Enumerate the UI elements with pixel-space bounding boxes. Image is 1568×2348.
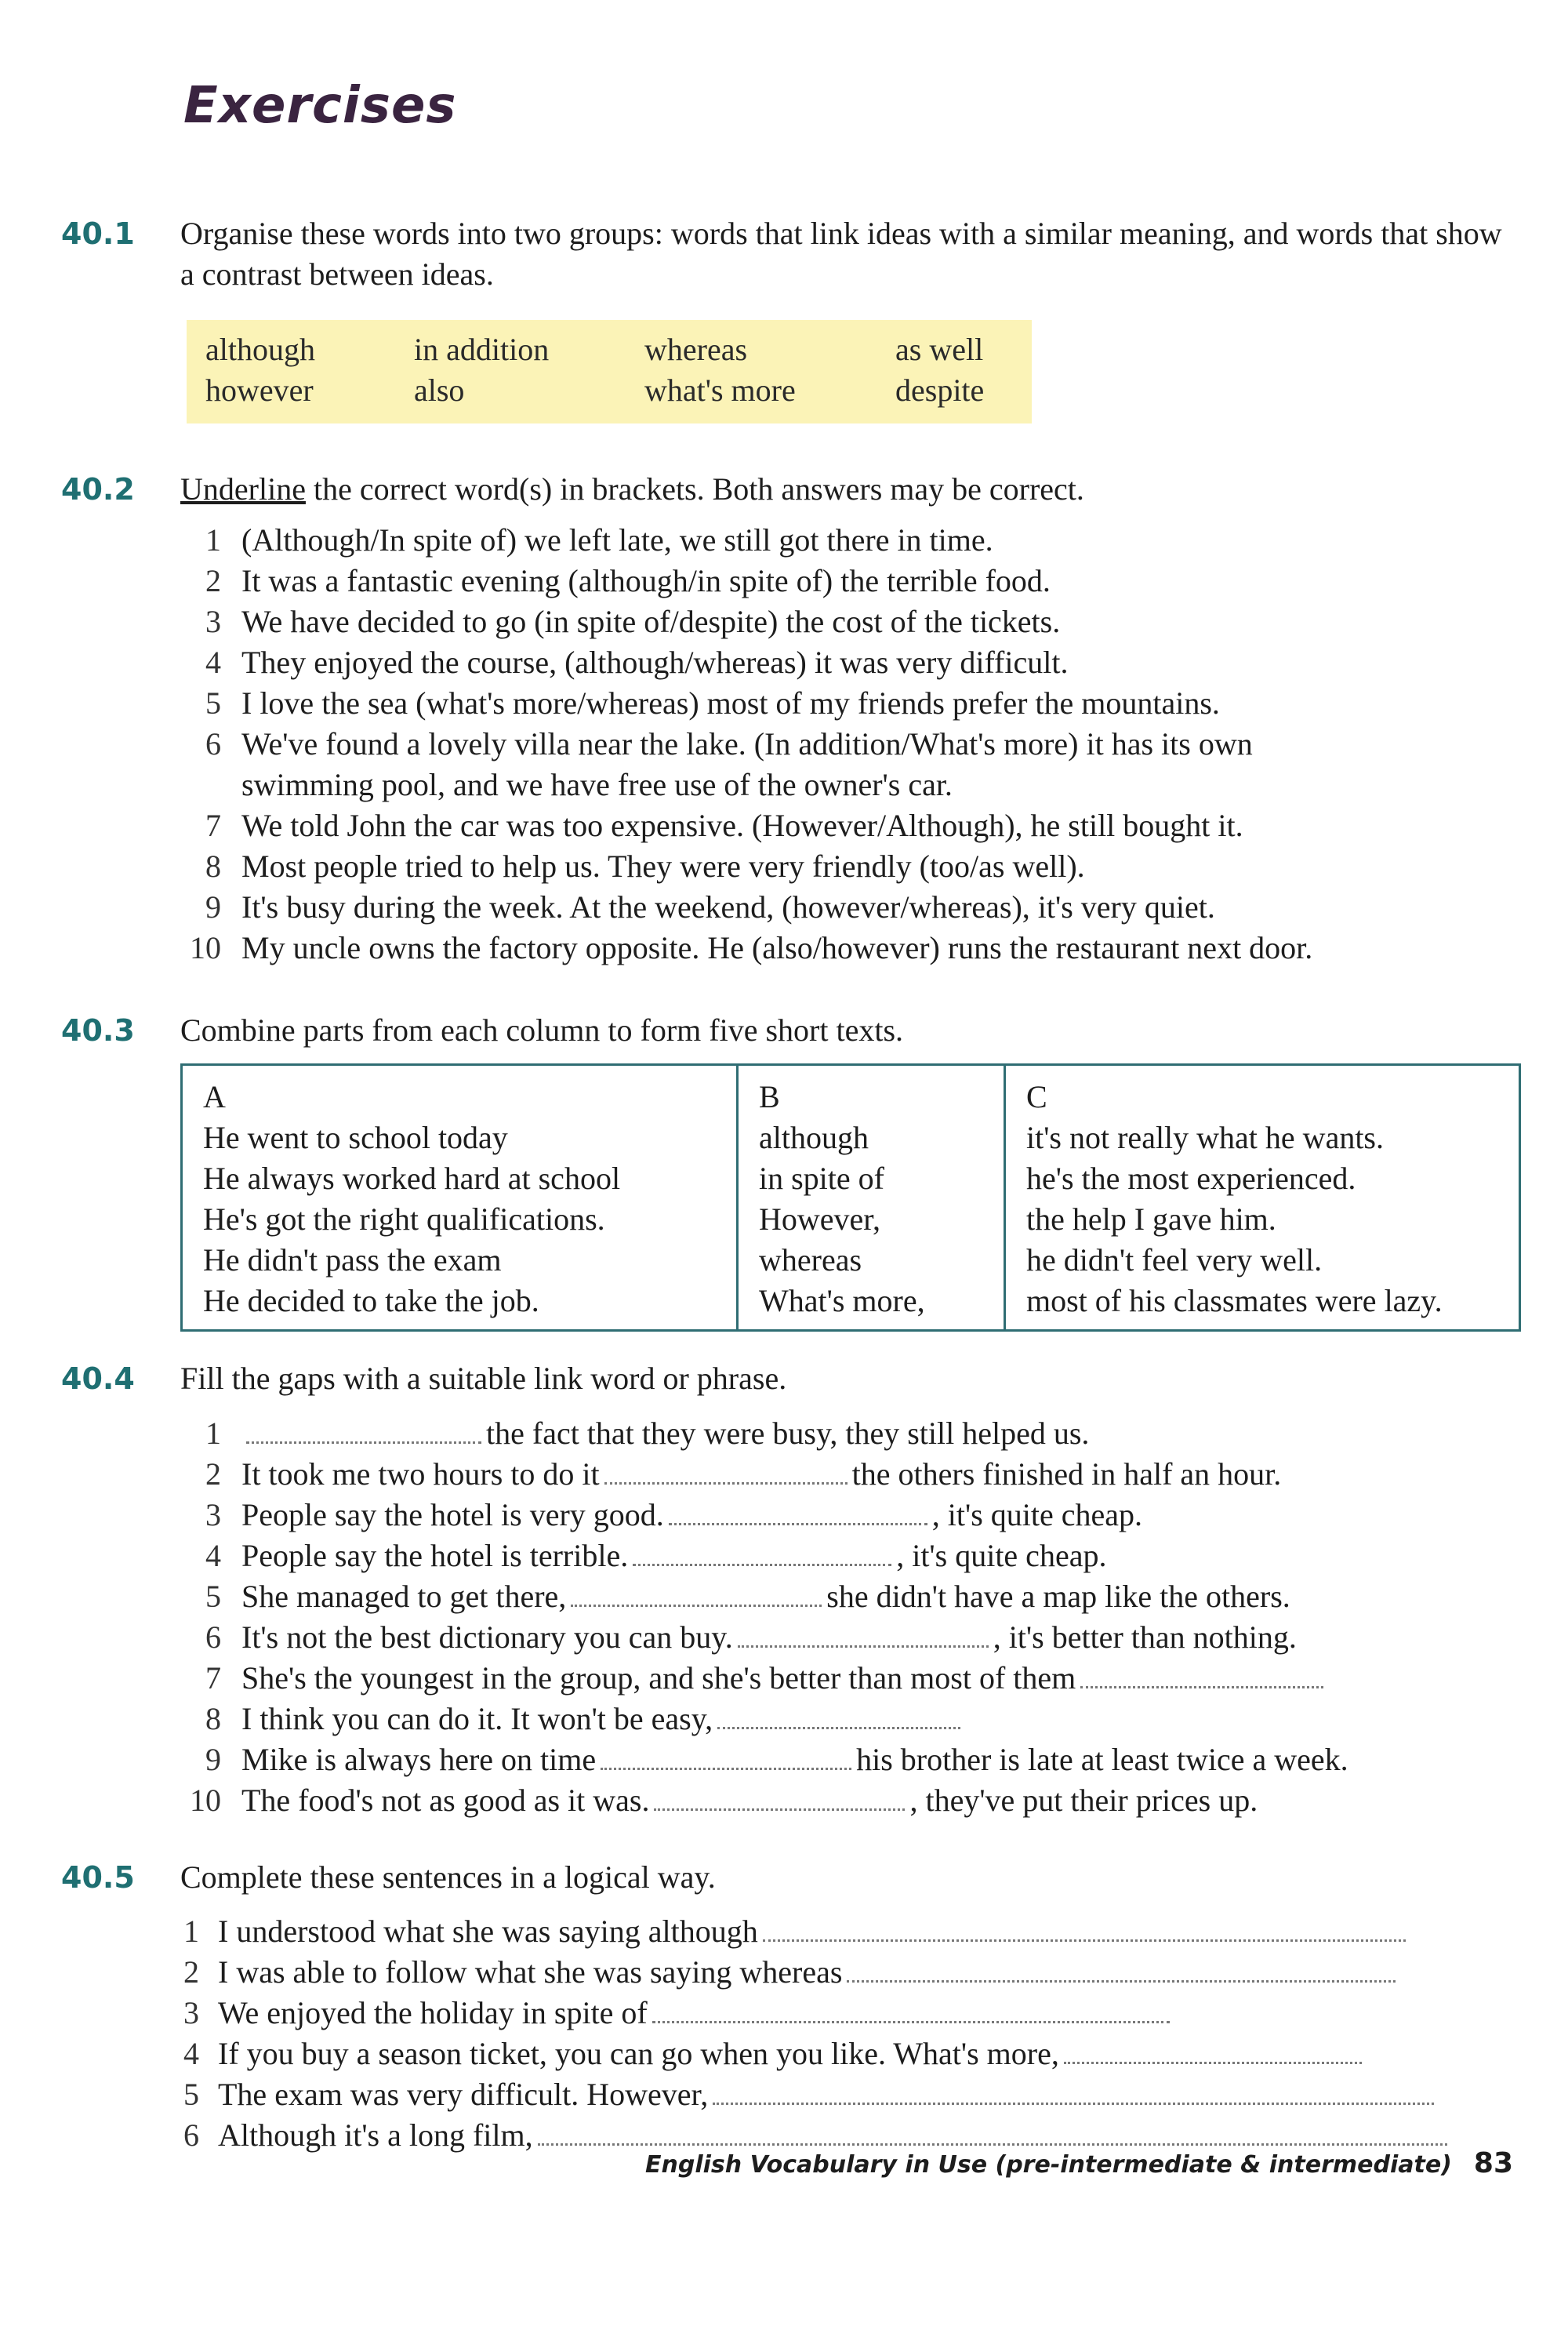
item-number: 4 <box>205 645 221 680</box>
item-text: If you buy a season ticket, you can go when you like. What's more, <box>218 2036 1059 2071</box>
table-cell: He decided to take the job. <box>203 1283 539 1318</box>
page-footer <box>645 2147 1513 2179</box>
item-number: 5 <box>183 2077 199 2112</box>
item-text-before: It took me two hours to do it <box>241 1456 600 1492</box>
item-text-after: the others finished in half an hour. <box>851 1456 1282 1492</box>
answer-gap[interactable] <box>1064 2041 1362 2064</box>
column-b <box>738 1065 1005 1331</box>
item-number: 2 <box>205 1456 221 1492</box>
item-text: They enjoyed the course, (although/whereas) it was very difficult. <box>241 645 1069 680</box>
item-text: The exam was very difficult. However, <box>218 2077 709 2112</box>
column-header: A <box>203 1079 226 1114</box>
table-cell: most of his classmates were lazy. <box>1026 1283 1443 1318</box>
item-text-before: I think you can do it. It won't be easy, <box>241 1701 713 1736</box>
page-number: 83 <box>1473 2147 1513 2179</box>
item-text-before: Mike is always here on time <box>241 1742 597 1777</box>
answer-gap[interactable] <box>604 1462 848 1485</box>
combine-table <box>180 1063 1521 1332</box>
item-number: 4 <box>183 2036 199 2071</box>
item-number: 7 <box>205 1660 221 1696</box>
item-text: My uncle owns the factory opposite. He (also/however) runs the restaurant next door. <box>241 930 1313 965</box>
item-text: swimming pool, and we have free use of the owner's car. <box>241 767 953 802</box>
table-cell: However, <box>759 1201 880 1237</box>
table-cell: in spite of <box>759 1161 884 1196</box>
word: as well <box>895 332 984 367</box>
column-a <box>182 1065 738 1331</box>
item-number: 8 <box>205 849 221 884</box>
word: what's more <box>644 373 796 408</box>
answer-gap[interactable] <box>847 1960 1396 1983</box>
answer-gap[interactable] <box>713 2082 1434 2105</box>
item-number: 9 <box>205 1742 221 1777</box>
exercise-instruction: Organise these words into two groups: words that link ideas with a similar meaning, and words that show a contrast between ideas. <box>180 216 1502 292</box>
table-cell: whereas <box>759 1242 862 1278</box>
item-text-after: the fact that they were busy, they still helped us. <box>486 1416 1090 1451</box>
table-cell: he didn't feel very well. <box>1026 1242 1323 1278</box>
table-cell: it's not really what he wants. <box>1026 1120 1384 1155</box>
answer-gap[interactable] <box>1080 1666 1323 1688</box>
item-text: We told John the car was too expensive. (However/Although), he still bought it. <box>241 808 1243 843</box>
word: whereas <box>644 332 748 367</box>
table-cell: He always worked hard at school <box>203 1161 621 1196</box>
item-text-after: , it's better than nothing. <box>993 1619 1297 1655</box>
word: although <box>205 332 315 367</box>
answer-gap[interactable] <box>601 1747 851 1770</box>
instruction-text: the correct word(s) in brackets. Both answers may be correct. <box>305 471 1084 507</box>
answer-gap[interactable] <box>633 1543 891 1566</box>
item-number: 1 <box>183 1914 199 1949</box>
exercise-instruction: Combine parts from each column to form five short texts. <box>180 1012 904 1048</box>
word: however <box>205 373 314 408</box>
exercise-number: 40.4 <box>61 1361 135 1396</box>
item-number: 5 <box>205 685 221 721</box>
item-number: 3 <box>205 604 221 639</box>
item-number: 4 <box>205 1538 221 1573</box>
exercise-instruction: Complete these sentences in a logical way. <box>180 1859 716 1895</box>
exercise-number: 40.2 <box>61 472 135 507</box>
item-text: I understood what she was saying although <box>218 1914 758 1949</box>
item-number: 10 <box>190 1783 221 1818</box>
item-text-after: , it's quite cheap. <box>896 1538 1107 1573</box>
exercise-instruction <box>180 469 1084 510</box>
item-number: 6 <box>183 2117 199 2153</box>
item-text-before: She's the youngest in the group, and she's better than most of them <box>241 1660 1076 1696</box>
page-heading: Exercises <box>183 77 457 135</box>
item-text: I love the sea (what's more/whereas) most of my friends prefer the mountains. <box>241 685 1220 721</box>
table-cell: What's more, <box>759 1283 925 1318</box>
word: despite <box>895 373 985 408</box>
item-text: It's busy during the week. At the weekend, (however/whereas), it's very quiet. <box>241 889 1215 925</box>
item-number: 1 <box>205 1416 221 1451</box>
item-text-after: she didn't have a map like the others. <box>826 1579 1290 1614</box>
book-title: English Vocabulary in Use (pre-intermediate & intermediate) <box>645 2151 1452 2179</box>
word: also <box>414 373 465 408</box>
item-number: 6 <box>205 726 221 761</box>
item-text-before: It's not the best dictionary you can buy. <box>241 1619 733 1655</box>
exercise-instruction: Fill the gaps with a suitable link word or phrase. <box>180 1361 787 1396</box>
column-c <box>1005 1065 1520 1331</box>
item-number: 2 <box>183 1954 199 1990</box>
item-text-before: The food's not as good as it was. <box>241 1783 650 1818</box>
item-text-after: , they've put their prices up. <box>909 1783 1258 1818</box>
item-text: (Although/In spite of) we left late, we still got there in time. <box>241 522 993 558</box>
item-text-after: , it's quite cheap. <box>931 1497 1143 1532</box>
underline-word: Underline <box>180 471 306 507</box>
item-text: Although it's a long film, <box>218 2117 533 2153</box>
exercise-number: 40.5 <box>61 1860 135 1895</box>
answer-gap[interactable] <box>538 2123 1447 2146</box>
item-number: 9 <box>205 889 221 925</box>
table-cell: the help I gave him. <box>1026 1201 1276 1237</box>
word-box <box>187 320 1032 423</box>
answer-gap[interactable] <box>763 1919 1406 1942</box>
table-cell: He went to school today <box>203 1120 508 1155</box>
item-number: 10 <box>190 930 221 965</box>
exercise-number: 40.3 <box>61 1013 135 1048</box>
item-text-before: People say the hotel is terrible. <box>241 1538 629 1573</box>
column-header: B <box>759 1079 780 1114</box>
word: in addition <box>414 332 550 367</box>
item-number: 1 <box>205 522 221 558</box>
item-number: 6 <box>205 1619 221 1655</box>
item-text-after: his brother is late at least twice a week. <box>856 1742 1348 1777</box>
answer-gap[interactable] <box>246 1421 481 1444</box>
table-cell: he's the most experienced. <box>1026 1161 1356 1196</box>
table-cell: He didn't pass the exam <box>203 1242 502 1278</box>
item-number: 5 <box>205 1579 221 1614</box>
answer-gap[interactable] <box>669 1503 927 1525</box>
answer-gap[interactable] <box>738 1625 989 1648</box>
item-text: It was a fantastic evening (although/in spite of) the terrible food. <box>241 563 1051 598</box>
item-number: 7 <box>205 808 221 843</box>
item-text: Most people tried to help us. They were very friendly (too/as well). <box>241 849 1085 884</box>
item-number: 3 <box>205 1497 221 1532</box>
exercise-number: 40.1 <box>61 216 135 251</box>
answer-gap[interactable] <box>654 1788 905 1811</box>
item-text-before: People say the hotel is very good. <box>241 1497 664 1532</box>
answer-gap[interactable] <box>652 2001 1170 2023</box>
answer-gap[interactable] <box>571 1584 822 1607</box>
item-text: We enjoyed the holiday in spite of <box>218 1995 648 2030</box>
item-text: We've found a lovely villa near the lake. (In addition/What's more) it has its own <box>241 726 1253 761</box>
table-cell: although <box>759 1120 869 1155</box>
item-number: 3 <box>183 1995 199 2030</box>
item-number: 2 <box>205 563 221 598</box>
item-text-before: She managed to get there, <box>241 1579 567 1614</box>
item-text: I was able to follow what she was saying whereas <box>218 1954 843 1990</box>
table-cell: He's got the right qualifications. <box>203 1201 605 1237</box>
answer-gap[interactable] <box>717 1706 960 1729</box>
column-header: C <box>1026 1079 1047 1114</box>
item-number: 8 <box>205 1701 221 1736</box>
item-text: We have decided to go (in spite of/despite) the cost of the tickets. <box>241 604 1061 639</box>
